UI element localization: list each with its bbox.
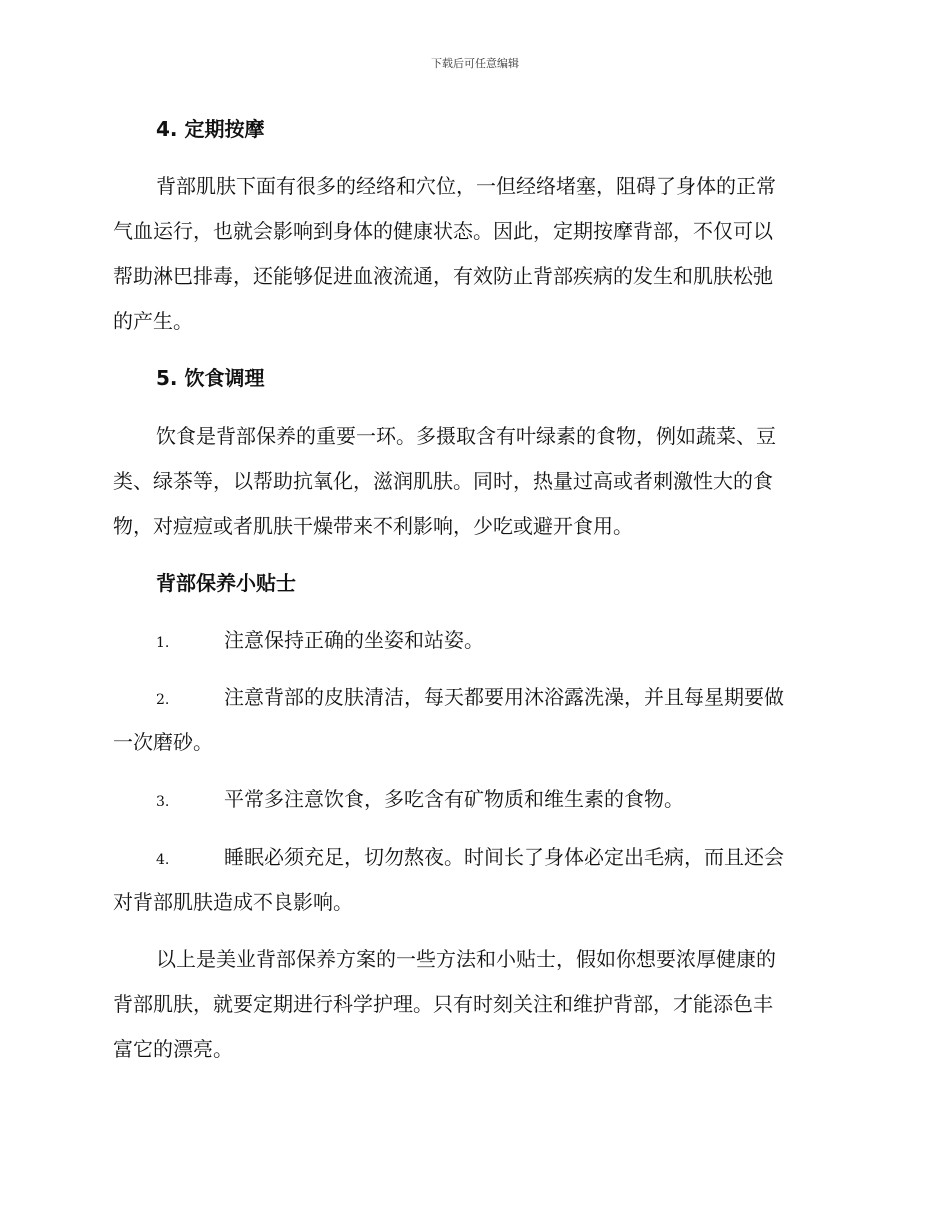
paragraph-line: 的产生。 bbox=[113, 309, 193, 333]
list-item bbox=[113, 675, 833, 765]
paragraph-line: 气血运行，也就会影响到身体的健康状态。因此，定期按摩背部，不仅可以 bbox=[113, 219, 773, 243]
paragraph-diet bbox=[113, 414, 833, 549]
list-text: 睡眠必须充足，切勿熬夜。时间长了身体必定出毛病，而且还会 bbox=[224, 845, 784, 869]
section-heading-tips: 背部保养小贴士 bbox=[156, 571, 296, 595]
paragraph-line: 物，对痘痘或者肌肤干燥带来不利影响，少吃或避开食用。 bbox=[113, 514, 633, 538]
list-item bbox=[113, 777, 833, 822]
list-number: 2. bbox=[156, 692, 170, 708]
paragraph-line: 帮助淋巴排毒，还能够促进血液流通，有效防止背部疾病的发生和肌肤松弛 bbox=[113, 264, 773, 288]
header-note: 下载后可任意编辑 bbox=[431, 57, 519, 70]
section-heading-diet: 5. 饮食调理 bbox=[156, 366, 265, 390]
list-text: 注意保持正确的坐姿和站姿。 bbox=[224, 628, 484, 652]
list-item bbox=[113, 835, 833, 925]
paragraph-line: 背部肌肤下面有很多的经络和穴位，一但经络堵塞，阻碍了身体的正常 bbox=[156, 174, 776, 198]
list-number: 1. bbox=[156, 635, 170, 651]
list-text: 一次磨砂。 bbox=[113, 730, 213, 754]
section-heading-massage: 4. 定期按摩 bbox=[156, 117, 265, 141]
list-number: 3. bbox=[156, 794, 170, 810]
paragraph-line: 类、绿茶等，以帮助抗氧化，滋润肌肤。同时，热量过高或者刺激性大的食 bbox=[113, 469, 773, 493]
paragraph-line: 以上是美业背部保养方案的一些方法和小贴士，假如你想要浓厚健康的 bbox=[156, 947, 776, 971]
paragraph-line: 饮食是背部保养的重要一环。多摄取含有叶绿素的食物，例如蔬菜、豆 bbox=[156, 424, 776, 448]
paragraph-conclusion bbox=[113, 937, 833, 1072]
paragraph-massage bbox=[113, 164, 833, 344]
list-text: 对背部肌肤造成不良影响。 bbox=[113, 890, 353, 914]
list-text: 注意背部的皮肤清洁，每天都要用沐浴露洗澡，并且每星期要做 bbox=[224, 685, 784, 709]
paragraph-line: 富它的漂亮。 bbox=[113, 1037, 233, 1061]
list-text: 平常多注意饮食，多吃含有矿物质和维生素的食物。 bbox=[224, 787, 684, 811]
list-item bbox=[113, 618, 833, 663]
list-number: 4. bbox=[156, 852, 170, 868]
paragraph-line: 背部肌肤，就要定期进行科学护理。只有时刻关注和维护背部，才能添色丰 bbox=[113, 992, 773, 1016]
